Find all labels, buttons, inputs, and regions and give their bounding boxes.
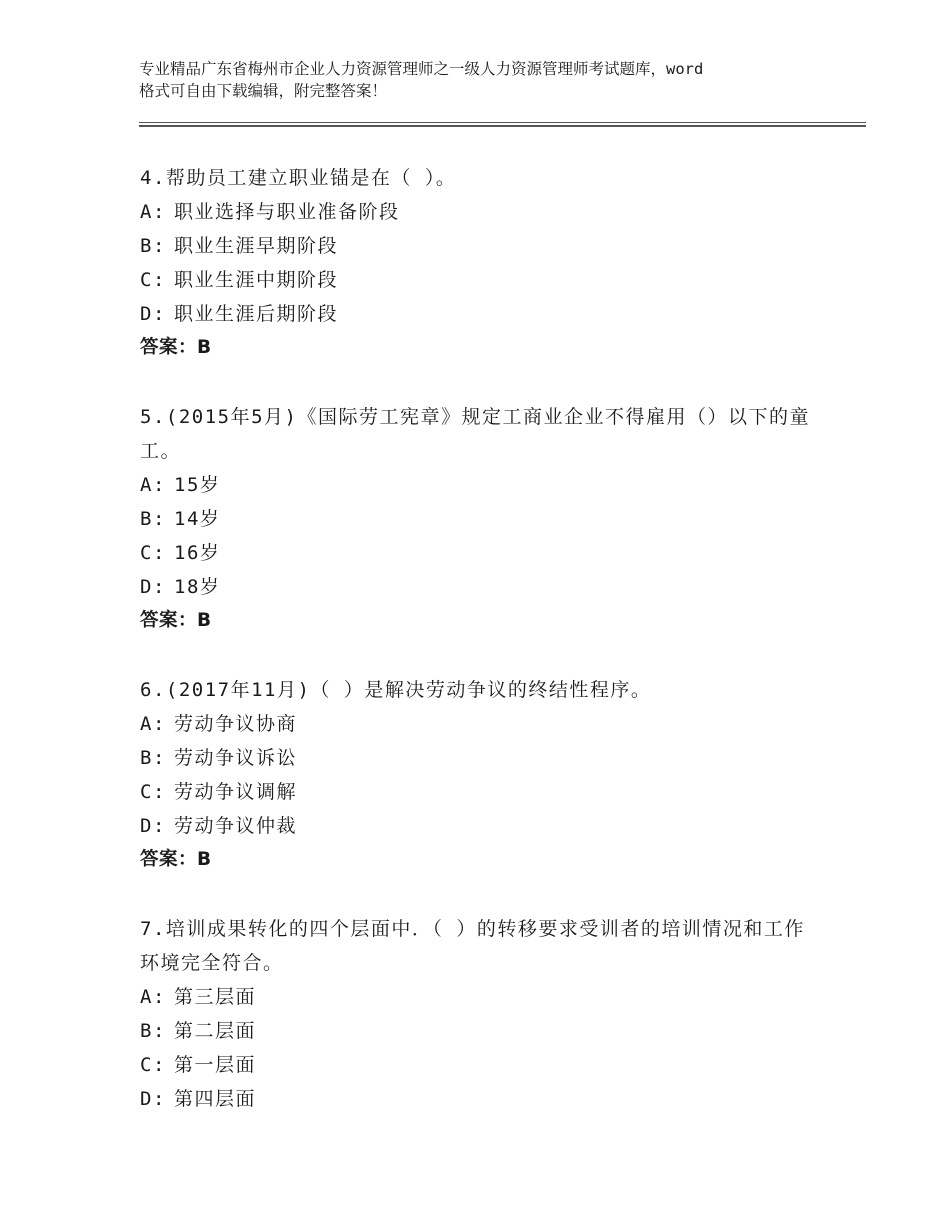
answer-label: 答案： [140, 610, 198, 631]
option-text: 15岁 [174, 474, 221, 496]
option-text: 第四层面 [174, 1088, 257, 1110]
option-c [140, 775, 820, 809]
option-text: 职业生涯早期阶段 [174, 235, 339, 257]
question-6 [140, 673, 820, 877]
option-letter: C: [140, 781, 166, 803]
document-header [139, 58, 839, 102]
header-line-1: 专业精品广东省梅州市企业人力资源管理师之一级人力资源管理师考试题库，word [139, 60, 704, 78]
option-letter: C: [140, 542, 166, 564]
question-stem: 5.(2015年5月)《国际劳工宪章》规定工商业企业不得雇用（）以下的童工。 [140, 406, 810, 462]
option-text: 第一层面 [174, 1054, 257, 1076]
answer-line [140, 331, 820, 365]
option-letter: D: [140, 303, 166, 325]
option-text: 劳动争议仲裁 [174, 815, 298, 837]
option-b [140, 502, 820, 536]
answer-line [140, 604, 820, 638]
option-letter: B: [140, 1020, 166, 1042]
option-a [140, 980, 820, 1014]
option-text: 劳动争议协商 [174, 713, 298, 735]
option-a [140, 707, 820, 741]
question-stem: 6.(2017年11月)（ ）是解决劳动争议的终结性程序。 [140, 679, 652, 701]
option-text: 14岁 [174, 508, 221, 530]
option-b [140, 1014, 820, 1048]
option-letter: A: [140, 201, 166, 223]
option-letter: B: [140, 235, 166, 257]
option-a [140, 468, 820, 502]
question-5 [140, 400, 820, 638]
option-d [140, 1082, 820, 1116]
option-text: 职业选择与职业准备阶段 [174, 201, 400, 223]
option-letter: B: [140, 747, 166, 769]
option-c [140, 536, 820, 570]
option-b [140, 741, 820, 775]
option-c [140, 263, 820, 297]
option-letter: D: [140, 815, 166, 837]
question-stem: 7.培训成果转化的四个层面中．（ ）的转移要求受训者的培训情况和工作环境完全符合。 [140, 918, 805, 974]
option-letter: D: [140, 1088, 166, 1110]
question-7 [140, 912, 820, 1116]
option-letter: B: [140, 508, 166, 530]
option-letter: C: [140, 269, 166, 291]
option-a [140, 195, 820, 229]
option-letter: A: [140, 474, 166, 496]
option-d [140, 297, 820, 331]
answer-label: 答案： [140, 337, 198, 358]
header-divider-thick [139, 125, 866, 127]
question-stem: 4.帮助员工建立职业锚是在（ ）。 [140, 167, 457, 189]
answer-value: B [197, 849, 212, 870]
option-text: 劳动争议调解 [174, 781, 298, 803]
option-c [140, 1048, 820, 1082]
option-text: 18岁 [174, 576, 221, 598]
option-text: 职业生涯后期阶段 [174, 303, 339, 325]
option-letter: A: [140, 713, 166, 735]
answer-value: B [197, 337, 212, 358]
option-letter: D: [140, 576, 166, 598]
header-divider-thin [139, 122, 866, 123]
option-letter: C: [140, 1054, 166, 1076]
answer-line [140, 843, 820, 877]
option-text: 第二层面 [174, 1020, 257, 1042]
option-d [140, 570, 820, 604]
question-4 [140, 161, 820, 365]
option-text: 16岁 [174, 542, 221, 564]
option-text: 第三层面 [174, 986, 257, 1008]
option-text: 劳动争议诉讼 [174, 747, 298, 769]
answer-value: B [197, 610, 212, 631]
option-text: 职业生涯中期阶段 [174, 269, 339, 291]
option-b [140, 229, 820, 263]
option-letter: A: [140, 986, 166, 1008]
header-line-2: 格式可自由下载编辑，附完整答案！ [139, 82, 388, 100]
answer-label: 答案： [140, 849, 198, 870]
option-d [140, 809, 820, 843]
